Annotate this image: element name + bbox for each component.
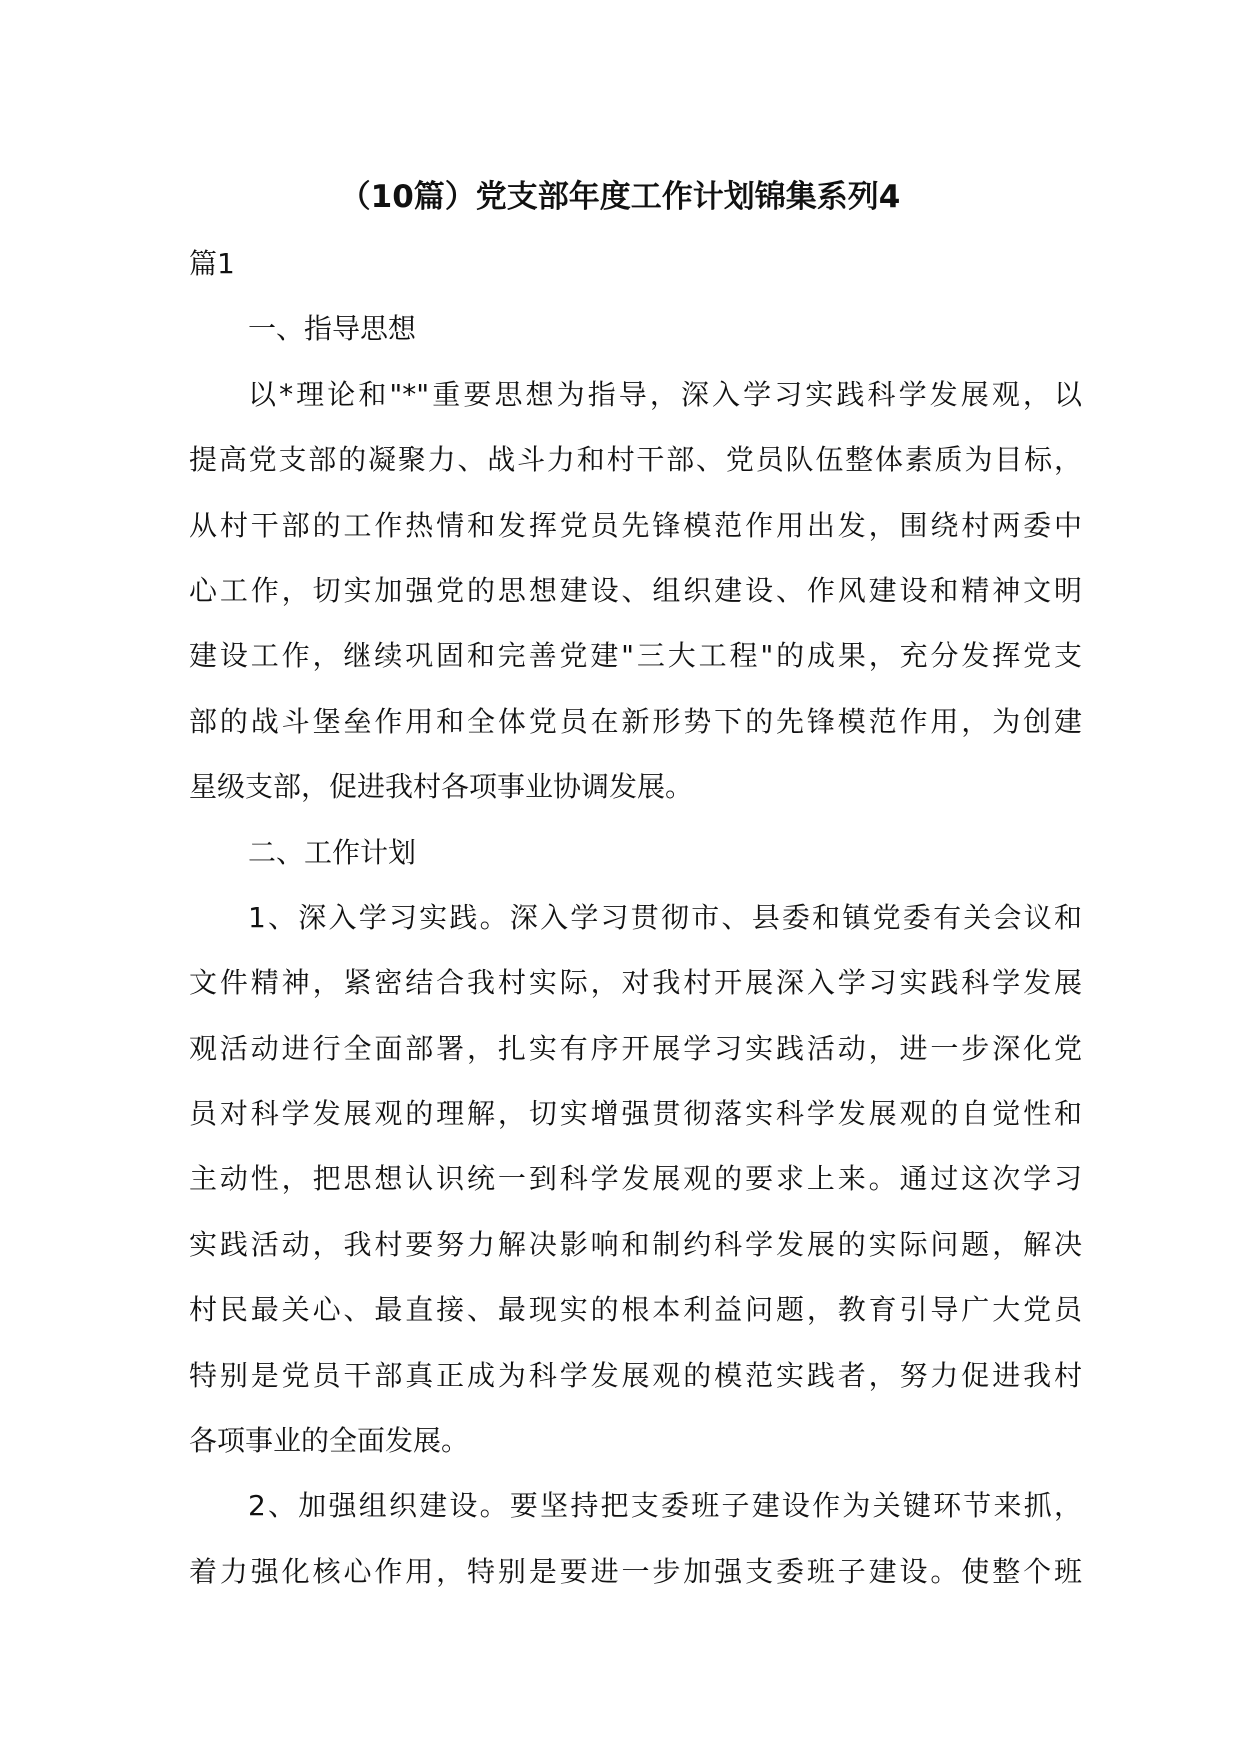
document-body (189, 231, 1082, 1604)
paragraph-line: 观活动进行全面部署，扎实有序开展学习实践活动，进一步深化党 (189, 1031, 1082, 1065)
paragraph-line: 部的战斗堡垒作用和全体党员在新形势下的先锋模范作用，为创建 (189, 704, 1082, 738)
paragraph-line: 村民最关心、最直接、最现实的根本利益问题，教育引导广大党员 (189, 1293, 1082, 1327)
paragraph-organization-building (189, 1473, 1082, 1604)
paragraph-line: 2、加强组织建设。要坚持把支委班子建设作为关键环节来抓， (248, 1489, 1082, 1523)
paragraph-line: 建设工作，继续巩固和完善党建"三大工程"的成果，充分发挥党支 (189, 639, 1082, 673)
paragraph-line: 着力强化核心作用，特别是要进一步加强支委班子建设。使整个班 (189, 1554, 1082, 1588)
section-label: 篇1 (189, 247, 235, 280)
heading-guiding-ideology: 一、指导思想 (248, 312, 417, 346)
paragraph-line: 星级支部，促进我村各项事业协调发展。 (189, 770, 694, 804)
paragraph-line: 特别是党员干部真正成为科学发展观的模范实践者，努力促进我村 (189, 1358, 1082, 1392)
paragraph-line: 实践活动，我村要努力解决影响和制约科学发展的实际问题，解决 (189, 1227, 1082, 1261)
paragraph-guiding-ideology (189, 362, 1082, 820)
paragraph-study-practice (189, 885, 1082, 1474)
heading-work-plan: 二、工作计划 (248, 835, 417, 869)
paragraph-line: 文件精神，紧密结合我村实际，对我村开展深入学习实践科学发展 (189, 966, 1082, 1000)
paragraph-line: 以*理论和"*"重要思想为指导，深入学习实践科学发展观，以 (248, 377, 1082, 411)
paragraph-line: 各项事业的全面发展。 (189, 1424, 470, 1458)
document-title: （10篇）党支部年度工作计划锦集系列4 (339, 179, 901, 215)
paragraph-line: 提高党支部的凝聚力、战斗力和村干部、党员队伍整体素质为目标， (189, 443, 1082, 477)
paragraph-line: 员对科学发展观的理解，切实增强贯彻落实科学发展观的自觉性和 (189, 1097, 1082, 1131)
paragraph-line: 1、深入学习实践。深入学习贯彻市、县委和镇党委有关会议和 (248, 900, 1082, 934)
paragraph-line: 主动性，把思想认识统一到科学发展观的要求上来。通过这次学习 (189, 1162, 1082, 1196)
paragraph-line: 从村干部的工作热情和发挥党员先锋模范作用出发，围绕村两委中 (189, 508, 1082, 542)
paragraph-line: 心工作，切实加强党的思想建设、组织建设、作风建设和精神文明 (189, 573, 1082, 607)
